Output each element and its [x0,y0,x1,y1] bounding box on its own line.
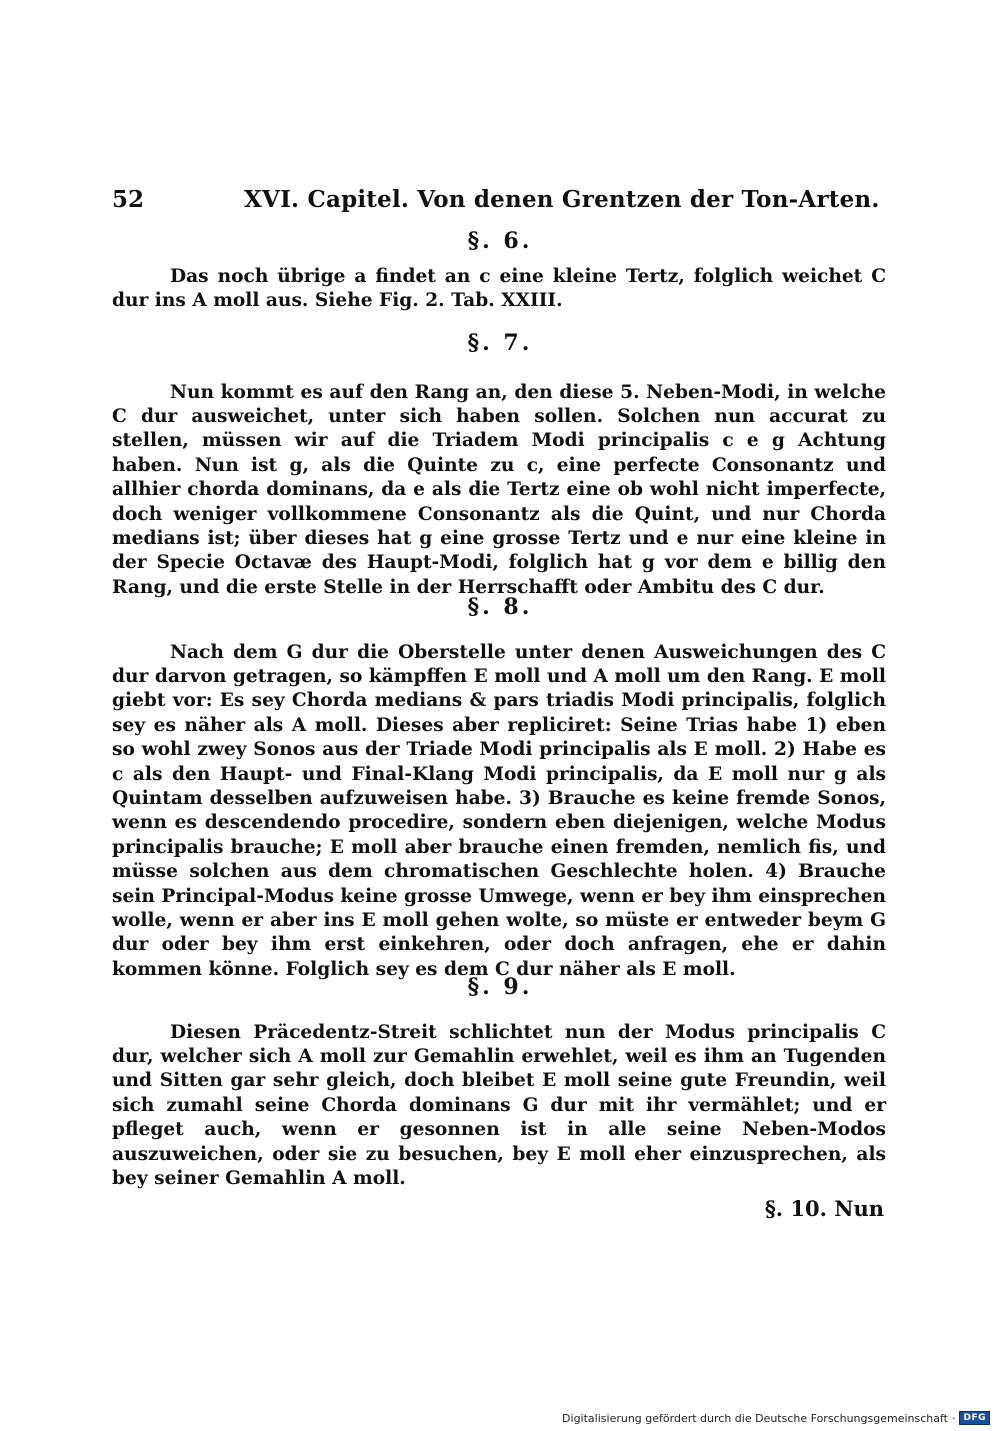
separator: · [951,1411,956,1425]
section-paragraph-7 [112,381,886,601]
page-number: 52 [112,186,145,213]
section-paragraph-6 [112,265,886,314]
dfg-logo: DFG [959,1411,990,1425]
section-paragraph-9 [112,1021,886,1192]
section-heading-6: §. 6. [467,228,533,254]
credit-text: Digitalisierung gefördert durch die Deutsche Forschungsgemeinschaft [562,1411,948,1425]
section-text-8: Nach dem G dur die Oberstelle unter denen Ausweichungen des C dur darvon getragen, so kämpffen E moll und A moll um den Rang. E moll giebt vor: Es sey Chorda medians & pars triadis Modi principalis, folglich sey es näher als A moll. Dieses aber repliciret: Seine Trias habe 1) eben so wohl zwey Sonos aus der Triade Modi principalis als E moll. 2) Habe es c als den Haupt- und Final-Klang Modi principalis, da E moll nur g als Quintam desselben aufzuweisen habe. 3) Brauche es keine fremde Sonos, wenn es descendendo procedire, sondern eben diejenigen, welche Modus principalis brauche; E moll aber brauche einen fremden, nemlich fis, und müsse solchen aus dem chromatischen Geschlechte holen. 4) Brauche sein Principal-Modus keine grosse Umwege, wenn er bey ihm einsprechen wolle, wenn er aber ins E moll gehen wolte, so müste er entweder beym G dur oder bey ihm erst einkehren, oder doch anfragen, ehe er dahin kommen könne. Folglich sey es dem C dur näher als E moll. [112,641,886,980]
catchword: §. 10. Nun [764,1196,884,1221]
page-header [112,186,880,218]
running-title: XVI. Capitel. Von denen Grentzen der Ton-Arten. [244,186,880,213]
section-heading-9: §. 9. [467,974,533,1000]
section-heading-8: §. 8. [467,594,533,620]
digitization-credit [562,1411,990,1425]
section-text-7: Nun kommt es auf den Rang an, den diese 5. Neben-Modi, in welche C dur ausweichet, unter sich haben sollen. Solchen nun accurat zu stellen, müssen wir auf die Triadem Modi principalis c e g Achtung haben. Nun ist g, als die Quinte zu c, eine perfecte Consonantz und allhier chorda dominans, da e als die Tertz eine ob wohl nicht imperfecte, doch weniger vollkommene Consonantz als die Quint, und nur Chorda medians ist; über dieses hat g eine grosse Tertz und e nur eine kleine in der Specie Octavæ des Haupt-Modi, folglich hat g vor dem e billig den Rang, und die erste Stelle in der Herrschafft oder Ambitu des C dur. [112,381,886,598]
section-text-9: Diesen Präcedentz-Streit schlichtet nun der Modus principalis C dur, welcher sich A moll zur Gemahlin erwehlet, weil es ihm an Tugenden und Sitten gar sehr gleich, doch bleibet E moll seine gute Freundin, weil sich zumahl seine Chorda dominans G dur mit ihr vermählet; und er pfleget auch, wenn er gesonnen ist in alle seine Neben-Modos auszuweichen, oder sie zu besuchen, bey E moll eher einzusprechen, als bey seiner Gemahlin A moll. [112,1021,886,1190]
section-text-6: Das noch übrige a findet an c eine kleine Tertz, folglich weichet C dur ins A moll aus. Siehe Fig. 2. Tab. XXIII. [112,265,886,311]
section-paragraph-8 [112,641,886,983]
section-heading-7: §. 7. [467,330,533,356]
